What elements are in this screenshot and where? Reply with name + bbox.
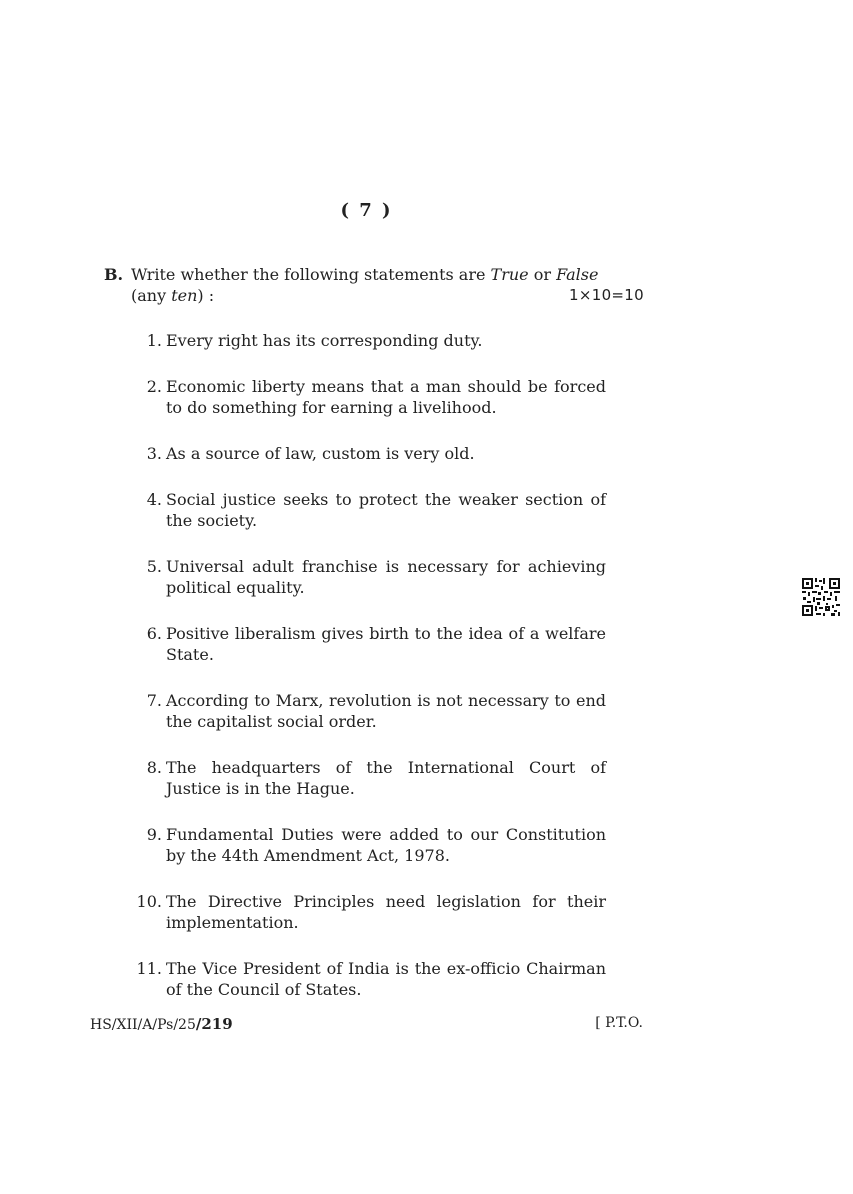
pto-note: [ P.T.O. <box>595 1015 643 1031</box>
section-b <box>104 264 644 306</box>
question-text-line: Economic liberty means that a man should be forced <box>166 377 606 396</box>
question-text-line: The headquarters of the International Court of <box>166 758 606 777</box>
question-number-text: 2. <box>146 377 162 396</box>
question-text <box>166 330 606 351</box>
question-text-line: Fundamental Duties were added to our Constitution <box>166 825 606 844</box>
question-text-line: According to Marx, revolution is not necessary to end <box>166 691 606 710</box>
question-text <box>166 958 606 1000</box>
question-text-line: The Vice President of India is the ex-officio Chairman <box>166 959 606 978</box>
paper-code-prefix: HS/XII/A/Ps/25 <box>90 1017 196 1033</box>
question-number <box>128 443 166 464</box>
question-text <box>166 489 606 531</box>
question-item <box>128 556 606 598</box>
paper-code <box>90 1015 233 1033</box>
question-number <box>128 330 166 351</box>
question-text-line: Social justice seeks to protect the weaker section of <box>166 490 606 509</box>
question-text-line: to do something for earning a livelihood. <box>166 398 497 417</box>
section-instruction <box>104 264 644 285</box>
question-item <box>128 891 606 933</box>
question-number <box>128 376 166 418</box>
question-text-line: State. <box>166 645 214 664</box>
question-text-line: the society. <box>166 511 258 530</box>
question-text-line: by the 44th Amendment Act, 1978. <box>166 846 450 865</box>
question-number-text: 1. <box>146 331 162 350</box>
question-text <box>166 891 606 933</box>
section-letter: B. <box>104 265 124 284</box>
question-text-line: Positive liberalism gives birth to the idea of a welfare <box>166 624 606 643</box>
question-number <box>128 757 166 799</box>
question-number-text: 6. <box>146 624 162 643</box>
instruction-or: or <box>528 265 557 284</box>
instruction-line-2 <box>104 285 644 306</box>
question-item <box>128 690 606 732</box>
instruction-true: True <box>490 265 529 284</box>
qr-code <box>801 577 841 617</box>
question-text <box>166 376 606 418</box>
question-text-line: Justice is in the Hague. <box>166 779 355 798</box>
page-number: ( 7 ) <box>340 200 393 221</box>
question-number-text: 4. <box>146 490 162 509</box>
question-number-text: 8. <box>146 758 162 777</box>
question-number <box>128 891 166 933</box>
question-item <box>128 489 606 531</box>
question-number <box>128 824 166 866</box>
question-text-line: As a source of law, custom is very old. <box>166 444 475 463</box>
question-text <box>166 443 606 464</box>
question-number-text: 3. <box>146 444 162 463</box>
question-number-text: 10. <box>136 892 162 911</box>
marks: 1×10=10 <box>569 286 644 304</box>
question-list <box>128 330 606 1000</box>
question-text-line: implementation. <box>166 913 299 932</box>
question-number-text: 11. <box>136 959 162 978</box>
question-text-line: Every right has its corresponding duty. <box>166 331 483 350</box>
choice-close: ) : <box>197 286 215 305</box>
instruction-text: Write whether the following statements are <box>131 265 491 284</box>
question-text <box>166 690 606 732</box>
choice-word: ten <box>171 286 198 305</box>
question-item <box>128 376 606 418</box>
question-text-line: the capitalist social order. <box>166 712 377 731</box>
question-number <box>128 623 166 665</box>
question-number-text: 7. <box>146 691 162 710</box>
question-number-text: 5. <box>146 557 162 576</box>
paper-code-number: /219 <box>195 1015 233 1033</box>
question-text <box>166 556 606 598</box>
question-item <box>128 757 606 799</box>
question-item <box>128 330 606 351</box>
instruction-false: False <box>556 265 599 284</box>
question-text-line: Universal adult franchise is necessary for achieving <box>166 557 606 576</box>
question-item <box>128 443 606 464</box>
question-item <box>128 623 606 665</box>
question-text <box>166 824 606 866</box>
choice-open: (any <box>131 286 172 305</box>
question-number-text: 9. <box>146 825 162 844</box>
question-item <box>128 958 606 1000</box>
choice-note <box>131 285 214 306</box>
question-item <box>128 824 606 866</box>
question-number <box>128 556 166 598</box>
question-number <box>128 958 166 1000</box>
question-number <box>128 690 166 732</box>
question-text-line: The Directive Principles need legislation for their <box>166 892 606 911</box>
question-text-line: political equality. <box>166 578 305 597</box>
question-text <box>166 757 606 799</box>
question-text-line: of the Council of States. <box>166 980 362 999</box>
page-footer <box>90 1015 643 1033</box>
question-text <box>166 623 606 665</box>
question-number <box>128 489 166 531</box>
